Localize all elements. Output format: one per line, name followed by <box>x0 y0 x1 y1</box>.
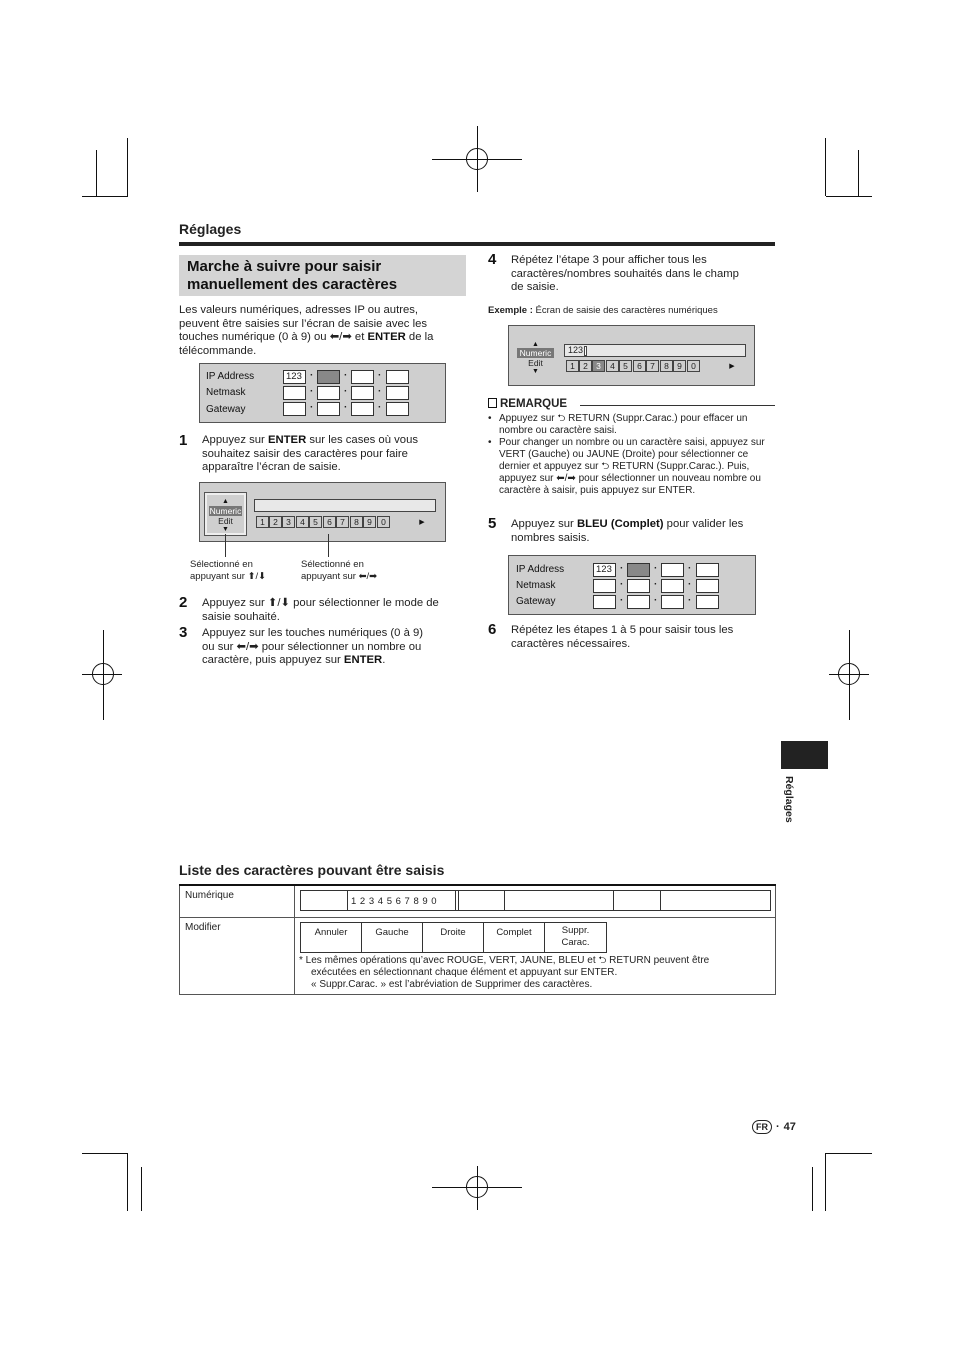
ip-settings-panel: IP Address Netmask Gateway 123 · · · · · · · · · <box>199 363 446 423</box>
netmask-label: Netmask <box>206 387 246 398</box>
step-line <box>202 434 467 448</box>
netmask-label: Netmask <box>516 580 556 591</box>
gateway-field-1[interactable] <box>283 402 306 416</box>
mode-numeric[interactable]: Numeric <box>517 348 554 358</box>
down-triangle-icon: ▼ <box>222 526 229 533</box>
number-key[interactable]: 4 <box>296 516 309 528</box>
input-field[interactable] <box>564 344 746 357</box>
step-text-span: caractère, puis appuyez sur <box>202 654 344 666</box>
number-key[interactable]: 1 <box>566 360 579 372</box>
ip-field-3[interactable] <box>661 563 684 577</box>
step-line: Appuyez sur ⬆/⬇ pour sélectionner le mode de <box>202 597 439 609</box>
step-1-text <box>202 434 467 475</box>
netmask-field-4[interactable] <box>696 579 719 593</box>
netmask-field-1[interactable] <box>283 386 306 400</box>
netmask-field-1[interactable] <box>593 579 616 593</box>
gateway-label: Gateway <box>516 596 556 607</box>
intro-line: Les valeurs numériques, adresses IP ou autres, <box>179 304 419 316</box>
number-key[interactable]: 5 <box>619 360 632 372</box>
number-key[interactable]: 7 <box>646 360 659 372</box>
step-line: caractères/nombres souhaités dans le champ <box>511 267 739 280</box>
modifier-complete[interactable]: Complet <box>484 923 545 952</box>
gateway-field-4[interactable] <box>386 402 409 416</box>
input-field[interactable] <box>254 499 436 512</box>
ip-field-4[interactable] <box>386 370 409 384</box>
step-line: Répétez les étapes 1 à 5 pour saisir tous les <box>511 624 734 636</box>
step-2-text <box>202 597 467 624</box>
step-number: 3 <box>179 624 188 641</box>
down-triangle-icon: ▼ <box>532 368 539 375</box>
example-text: Écran de saisie des caractères numériques <box>532 305 718 316</box>
mode-selector[interactable] <box>205 493 246 535</box>
number-key[interactable]: 9 <box>363 516 376 528</box>
gateway-label: Gateway <box>206 404 246 415</box>
section-label: Réglages <box>179 221 242 237</box>
row-label-modifier: Modifier <box>180 917 295 995</box>
gateway-field-2[interactable] <box>317 402 340 416</box>
step-5-text <box>511 518 776 545</box>
step-line: apparaître l’écran de saisie. <box>202 461 341 473</box>
number-key[interactable]: 2 <box>269 516 282 528</box>
step-number: 5 <box>488 515 497 532</box>
input-screen-panel <box>199 482 446 542</box>
example-input-panel <box>508 325 755 386</box>
step-6-text <box>511 624 776 651</box>
numeric-values: 1 2 3 4 5 6 7 8 9 0 <box>351 896 438 907</box>
example-label: Exemple : <box>488 305 533 316</box>
title-line-1: Marche à suivre pour saisir <box>187 258 382 275</box>
language-badge: FR <box>752 1120 772 1134</box>
modifier-delete[interactable]: Suppr. Carac. <box>561 925 590 948</box>
ip-field-3[interactable] <box>351 370 374 384</box>
modifier-cancel[interactable]: Annuler <box>301 923 362 952</box>
mode-edit[interactable]: Edit <box>528 358 543 368</box>
gateway-field-1[interactable] <box>593 595 616 609</box>
table-footnote <box>299 955 769 991</box>
ip-address-label: IP Address <box>516 564 565 575</box>
number-key[interactable]: 1 <box>256 516 269 528</box>
mode-numeric[interactable]: Numeric <box>209 506 242 516</box>
modifier-right[interactable]: Droite <box>423 923 484 952</box>
step-4-text <box>511 254 776 295</box>
caption-line: appuyant sur ⬅/➡ <box>301 571 378 582</box>
caption-left <box>190 559 266 583</box>
row-label-numeric: Numérique <box>180 885 295 917</box>
step-text-span: . <box>382 654 386 666</box>
step-line <box>511 518 776 532</box>
intro-text-span: de la <box>405 331 434 343</box>
step-line: Appuyez sur les touches numériques (0 à 9) <box>202 627 424 639</box>
caption-line: appuyant sur ⬆/⬇ <box>190 571 267 582</box>
step-line: Répétez l’étape 3 pour afficher tous les <box>511 254 707 266</box>
side-tab-label: Réglages <box>783 776 795 823</box>
number-key[interactable]: 9 <box>673 360 686 372</box>
step-number: 4 <box>488 251 497 268</box>
example-caption <box>488 305 718 317</box>
note-heading <box>488 398 567 410</box>
step-3-text <box>202 627 467 668</box>
number-key[interactable]: 0 <box>687 360 700 372</box>
modifier-row <box>300 922 607 953</box>
intro-line: peuvent être saisies sur l’écran de saisie avec les <box>179 317 428 330</box>
number-key[interactable]: 3 <box>282 516 295 528</box>
ip-settings-panel: IP Address Netmask Gateway 123 · · · · · · · · · <box>508 555 756 615</box>
caption-right <box>301 559 377 583</box>
number-key[interactable]: 8 <box>660 360 673 372</box>
netmask-field-3[interactable] <box>351 386 374 400</box>
modifier-left[interactable]: Gauche <box>362 923 423 952</box>
caption-line: Sélectionné en <box>301 559 364 570</box>
ip-address-label: IP Address <box>206 371 255 382</box>
number-row <box>254 514 436 530</box>
step-line: ou sur ⬅/➡ pour sélectionner un nombre ou <box>202 640 422 653</box>
gateway-field-4[interactable] <box>696 595 719 609</box>
number-key[interactable]: 7 <box>336 516 349 528</box>
page-number-value: 47 <box>783 1121 796 1133</box>
note-item: • Appuyez sur ⮌ RETURN (Suppr.Carac.) pour effacer un nombre ou caractère saisi. <box>488 413 776 437</box>
enter-key: ENTER <box>367 331 406 343</box>
number-key[interactable]: 3 <box>592 360 605 372</box>
step-number: 2 <box>179 594 188 611</box>
step-line: de saisie. <box>511 281 559 293</box>
step-text-span: pour valider les <box>663 518 744 530</box>
list-title: Liste des caractères pouvant être saisis <box>179 862 445 878</box>
note-item: • Pour changer un nombre ou un caractère saisi, appuyez sur VERT (Gauche) ou JAUNE (Droite) pour sélectionner ce dernier et appuyez sur ⮌ RETURN (Suppr.Carac.). Puis, appuyez sur ⬅/➡ pour sélectionner un nouveau nombre ou caractère à saisir, puis appuyez sur ENTER. <box>488 437 776 497</box>
gateway-field-3[interactable] <box>661 595 684 609</box>
step-line: caractères nécessaires. <box>511 637 631 650</box>
section-tab <box>781 741 828 769</box>
number-key[interactable]: 5 <box>309 516 322 528</box>
note-list <box>488 413 776 497</box>
step-text-span: sur les cases où vous <box>306 434 419 446</box>
step-text-span: Appuyez sur <box>511 518 577 530</box>
up-triangle-icon: ▲ <box>222 498 229 505</box>
title-line-2: manuellement des caractères <box>187 276 398 293</box>
number-key[interactable]: 4 <box>606 360 619 372</box>
step-text-span: Appuyez sur <box>202 434 268 446</box>
intro-line: télécommande. <box>179 344 257 357</box>
step-line: souhaitez saisir des caractères pour faire <box>202 447 408 460</box>
note-rule <box>580 405 775 406</box>
step-line <box>202 654 467 668</box>
netmask-field-3[interactable] <box>661 579 684 593</box>
right-triangle-icon: ▶ <box>729 363 735 370</box>
ip-field-1[interactable]: 123 <box>283 370 306 384</box>
note-icon <box>488 398 497 408</box>
step-line: saisie souhaité. <box>202 610 280 623</box>
number-key[interactable]: 6 <box>323 516 336 528</box>
callout-line <box>328 534 329 557</box>
number-key[interactable]: 8 <box>350 516 363 528</box>
enter-key: ENTER <box>267 434 307 446</box>
step-number: 1 <box>179 432 188 449</box>
step-line: nombres saisis. <box>511 531 590 544</box>
input-value: 123 <box>568 345 584 355</box>
ip-field-4[interactable] <box>696 563 719 577</box>
page-title <box>179 255 466 296</box>
page-number <box>752 1120 796 1134</box>
intro-text <box>179 304 464 358</box>
footnote-line: exécutées en sélectionnant chaque élément et appuyant sur ENTER. <box>311 967 618 978</box>
intro-text-span: touches numérique (0 à 9) ou ⬅/➡ et <box>179 331 368 343</box>
netmask-field-2[interactable] <box>627 579 650 593</box>
section-rule <box>179 242 775 246</box>
footnote-line: * Les mêmes opérations qu’avec ROUGE, VERT, JAUNE, BLEU et ⮌ RETURN peuvent être <box>299 955 710 966</box>
gateway-field-3[interactable] <box>351 402 374 416</box>
intro-line <box>179 331 464 345</box>
enter-key: ENTER <box>343 654 383 666</box>
gateway-field-2[interactable] <box>627 595 650 609</box>
numeric-row <box>300 890 771 911</box>
caption-line: Sélectionné en <box>190 559 253 570</box>
ip-field-1[interactable]: 123 <box>593 563 616 577</box>
netmask-field-4[interactable] <box>386 386 409 400</box>
netmask-field-2[interactable] <box>317 386 340 400</box>
right-triangle-icon: ▶ <box>419 519 425 526</box>
mode-edit[interactable]: Edit <box>218 516 233 526</box>
page-separator: · <box>776 1121 780 1133</box>
number-key[interactable]: 6 <box>633 360 646 372</box>
blue-key: BLEU (Complet) <box>576 518 664 530</box>
number-row <box>564 358 746 374</box>
ip-field-2[interactable] <box>317 370 340 384</box>
number-key[interactable]: 0 <box>377 516 390 528</box>
note-heading-text: REMARQUE <box>500 398 568 410</box>
number-key[interactable]: 2 <box>579 360 592 372</box>
up-triangle-icon: ▲ <box>532 341 539 348</box>
step-number: 6 <box>488 621 497 638</box>
callout-line <box>225 534 226 557</box>
footnote-line: « Suppr.Carac. » est l’abréviation de Supprimer des caractères. <box>311 979 593 990</box>
ip-field-2[interactable] <box>627 563 650 577</box>
